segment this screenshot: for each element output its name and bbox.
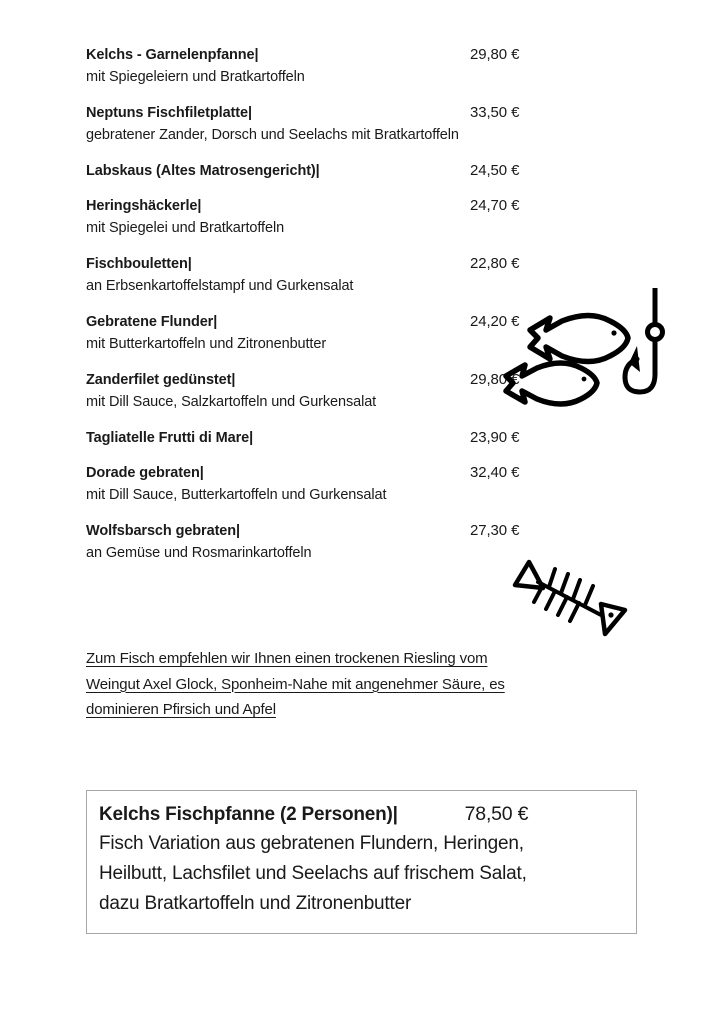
menu-item-separator: | (187, 256, 192, 272)
wine-recommendation-line-3: dominieren Pfirsich und Apfel (86, 701, 276, 718)
wine-recommendation (86, 646, 591, 723)
menu-item-header (86, 369, 556, 391)
special-offer-description-line-3: dazu Bratkartoffeln und Zitronenbutter (99, 893, 412, 914)
menu-item (86, 160, 556, 182)
menu-item-price: 24,20 € (470, 313, 520, 330)
special-offer-description-line-1: Fisch Variation aus gebratenen Flundern, Heringen, (99, 833, 524, 854)
menu-item-name: Fischbouletten (86, 256, 188, 272)
special-offer-description-line-2: Heilbutt, Lachsfilet und Seelachs auf frischem Salat, (99, 863, 527, 884)
menu-item-separator: | (197, 198, 202, 214)
wine-recommendation-line-2: Weingut Axel Glock, Sponheim-Nahe mit angenehmer Säure, es (86, 675, 505, 693)
menu-item-name: Zanderfilet gedünstet (86, 372, 232, 388)
menu-item-header (86, 195, 556, 217)
menu-item-price: 24,70 € (470, 197, 520, 214)
menu-item (86, 520, 556, 565)
menu-item-header (86, 520, 556, 542)
menu-item-price: 22,80 € (470, 255, 520, 272)
menu-item-name: Neptuns Fischfiletplatte (86, 105, 248, 121)
menu-item-name: Dorade gebraten (86, 465, 200, 481)
menu-item-header (86, 462, 556, 484)
menu-item-price: 27,30 € (470, 522, 520, 539)
menu-item-name: Wolfsbarsch gebraten (86, 523, 237, 539)
menu-item-name: Kelchs - Garnelenpfanne (86, 47, 255, 63)
menu-item-header (86, 311, 556, 333)
menu-item-separator: | (199, 465, 204, 481)
menu-item-description: mit Dill Sauce, Salzkartoffeln und Gurkensalat (86, 394, 377, 410)
menu-item (86, 102, 556, 147)
menu-item (86, 44, 556, 89)
special-offer-price: 78,50 € (464, 803, 529, 825)
menu-item-price: 32,40 € (470, 464, 520, 481)
menu-item-header (86, 44, 556, 66)
special-offer-name: Kelchs Fischpfanne (2 Personen) (99, 804, 393, 825)
menu-item-separator: | (236, 523, 241, 539)
menu-item-header (86, 253, 556, 275)
menu-item-price: 29,80 € (470, 46, 520, 63)
menu-item (86, 462, 556, 507)
menu-item-description: mit Spiegeleiern und Bratkartoffeln (86, 69, 305, 85)
menu-item-separator: | (231, 372, 236, 388)
menu-item-header (86, 160, 556, 182)
menu-item-price: 24,50 € (470, 162, 520, 179)
menu-item-description: an Erbsenkartoffelstampf und Gurkensalat (86, 278, 354, 294)
menu-item-separator: | (254, 47, 259, 63)
special-offer-separator: | (392, 804, 398, 825)
menu-item-name: Gebratene Flunder (86, 314, 214, 330)
menu-item-header (86, 427, 556, 449)
menu-item-name: Heringshäckerle (86, 198, 198, 214)
menu-item-separator: | (213, 314, 218, 330)
menu-item-separator: | (249, 430, 254, 446)
menu-item-description: mit Butterkartoffeln und Zitronenbutter (86, 336, 327, 352)
fish-skeleton-icon (505, 552, 635, 650)
menu-item (86, 427, 556, 449)
menu-item-name: Tagliatelle Frutti di Mare (86, 430, 250, 446)
menu-item-description: mit Dill Sauce, Butterkartoffeln und Gurkensalat (86, 487, 387, 503)
menu-item-price: 33,50 € (470, 104, 520, 121)
menu-item-separator: | (247, 105, 253, 121)
menu-item (86, 253, 556, 298)
wine-recommendation-line-1: Zum Fisch empfehlen wir Ihnen einen trockenen Riesling vom (86, 650, 488, 667)
menu-item (86, 369, 556, 414)
menu-item-separator: | (315, 163, 320, 179)
menu-item-description: gebratener Zander, Dorsch und Seelachs mit Bratkartoffeln (86, 127, 459, 143)
two-fish-and-fishing-hook-icon (498, 288, 678, 408)
menu-item-price: 29,80 € (470, 371, 520, 388)
menu-item-list (86, 44, 556, 565)
menu-item-header (86, 102, 556, 124)
menu-item (86, 195, 556, 240)
menu-item-name: Labskaus (Altes Matrosengericht) (86, 163, 316, 179)
menu-item-price: 23,90 € (470, 429, 520, 446)
menu-item-description: an Gemüse und Rosmarinkartoffeln (86, 545, 312, 561)
menu-item (86, 311, 556, 356)
special-offer-box (86, 790, 637, 934)
menu-item-description: mit Spiegelei und Bratkartoffeln (86, 220, 285, 236)
special-offer-header (99, 799, 636, 829)
